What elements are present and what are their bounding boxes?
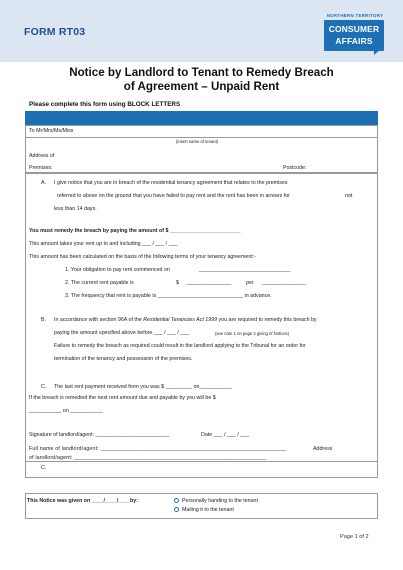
notice-given-label: This Notice was given on ____/____/____by: [27, 498, 138, 504]
section-b-line-4: termination of the tenancy and possession of the premises. [54, 356, 193, 362]
logo-speech-tail [374, 49, 381, 55]
address-landlord-label: Address [313, 446, 333, 452]
rent-dollar-sign: $ [176, 280, 179, 286]
act-name: Residential Tenancies Act 1999 [143, 317, 218, 323]
section-b-post: you are required to remedy this breach by [218, 317, 317, 323]
rent-period-field[interactable]: _______________ [262, 280, 307, 286]
form-code: FORM RT03 [24, 26, 86, 38]
section-header-bar [25, 111, 378, 125]
page-number: Page 1 of 2 [340, 534, 369, 540]
section-b-pre: In accordance with section 96A of the [54, 317, 142, 323]
section-b-letter: B. [41, 317, 47, 323]
next-rent-text: If the breach is remedied the next rent amount due and payable by you will be $ [29, 395, 216, 401]
section-b-line-2: paying the amount specified above before ___ / ___ / ___ [54, 330, 190, 336]
logo-line-2: AFFAIRS [335, 36, 373, 46]
page-title-line-1: Notice by Landlord to Tenant to Remedy Breach [69, 66, 334, 79]
page-title-line-2: of Agreement – Unpaid Rent [123, 80, 280, 93]
radio-personally[interactable] [174, 498, 179, 503]
must-remedy-text: You must remedy the breach by paying the amount of $ ________________________ [29, 228, 241, 234]
section-a-line-1: I give notice that you are in breach of the residential tenancy agreement that relates to the premises [54, 180, 288, 186]
notice-given-box [25, 493, 378, 519]
logo-line-1: CONSUMER [328, 24, 380, 34]
rent-frequency-text: 3. The frequency that rent is payable is _____________________________ in advance. [65, 293, 272, 299]
next-rent-date: ___________ on ___________ [29, 408, 103, 414]
section-a-line-3: less than 14 days. [54, 206, 97, 212]
logo-region-text: NORTHERN TERRITORY [326, 13, 384, 18]
section-c2-letter: C. [41, 465, 47, 471]
insert-tenant-hint: (insert name of tenant) [176, 139, 219, 144]
amount-takes-text: This amount takes your rent up to and including ___ / ___ / ___ [29, 241, 178, 247]
radio-mailing[interactable] [174, 507, 179, 512]
tenant-details-box [25, 125, 378, 173]
logo-box [324, 20, 384, 51]
rent-payable-label: 2. The current rent payable is [65, 280, 134, 286]
address-label: Address of [29, 153, 55, 159]
full-name-label: Full name of landlord/agent: ____________________________________________________________ [29, 446, 287, 452]
date-label: Date ___ / ___ / ___ [201, 432, 250, 438]
option-personally: Personally handing to the tenant [182, 498, 258, 504]
notice-note: (see note 1 on page 2 giving of Notices) [215, 331, 290, 336]
rent-amount-field[interactable]: _______________ [187, 280, 232, 286]
consumer-affairs-logo [318, 13, 392, 55]
instruction-text: Please complete this form using BLOCK LETTERS [29, 101, 181, 108]
option-mailing: Mailing it to the tenant [182, 507, 234, 513]
section-b-line-1 [54, 318, 317, 323]
postcode-label: Postcode: [283, 165, 307, 171]
calculated-text: This amount has been calculated on the basis of the following terms of your tenancy agreement:- [29, 254, 257, 260]
section-a-not: not [345, 193, 353, 199]
signature-label: Signature of landlord/agent: _________________________ [29, 432, 170, 438]
section-a-letter: A. [41, 180, 47, 186]
section-c-letter: C. [41, 384, 47, 390]
last-payment-text: The last rent payment received from you was $ _________ on___________ [54, 384, 232, 390]
to-label: To Mr/Mrs/Ms/Miss [29, 128, 74, 134]
landlord-address-line: of landlord/agent: ______________________________________________________________ [29, 455, 267, 461]
premises-label: Premises: [29, 165, 53, 171]
rent-commenced-field[interactable]: _______________________________ [199, 267, 291, 273]
rent-per-label: per [246, 280, 254, 286]
section-a-line-2: referred to above on the ground that you have failed to pay rent and the rent has been in arrears for [57, 193, 290, 199]
divider [25, 137, 378, 138]
section-b-line-3: Failure to remedy the breach as required could result in the landlord applying to the Tribunal for an order for [54, 343, 306, 349]
rent-commenced-label: 1. Your obligation to pay rent commenced on [65, 267, 170, 273]
